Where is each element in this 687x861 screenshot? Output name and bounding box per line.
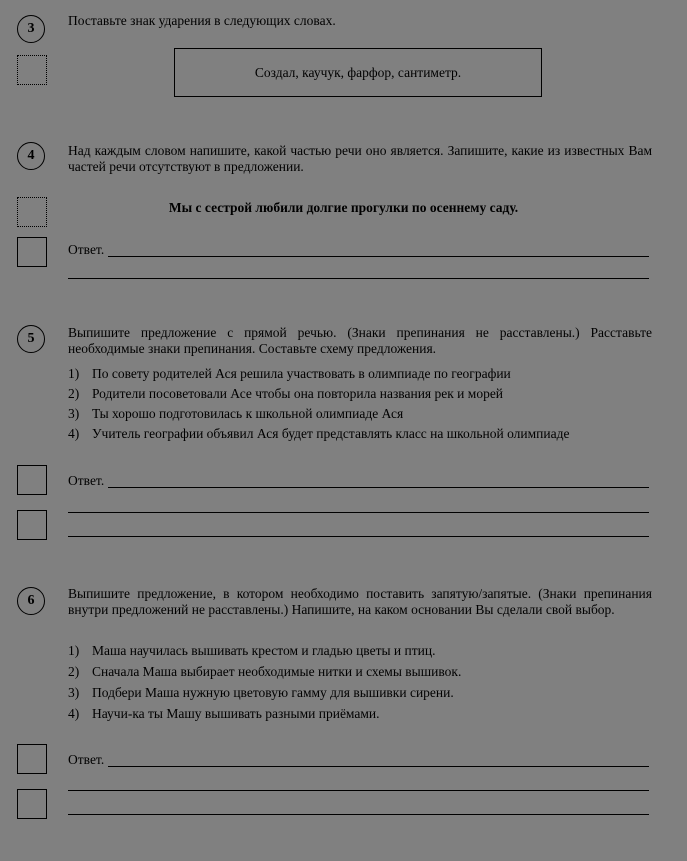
option-number: 3): [68, 406, 80, 421]
task-6-option-3: [68, 685, 461, 701]
task-5-answer-line-3[interactable]: [68, 536, 649, 537]
option-text: Учитель географии объявил Ася будет представлять класс на школьной олимпиаде: [92, 426, 570, 441]
task-6-answer-box-1[interactable]: [17, 744, 47, 774]
task-4-number: 4: [17, 142, 45, 170]
option-text: Родители посоветовали Асе чтобы она повторила названия рек и морей: [92, 386, 504, 401]
option-number: 1): [68, 366, 80, 381]
task-5-answer-box-2[interactable]: [17, 510, 47, 540]
task-5-option-1: [68, 366, 569, 382]
task-6-answer-line-1[interactable]: [108, 766, 649, 767]
task-6-option-1: [68, 643, 461, 659]
task-4-answer-line-1[interactable]: [108, 256, 649, 257]
task-6-answer-label: Ответ.: [68, 752, 105, 767]
option-text: Научи-ка ты Машу вышивать разными приёмами.: [92, 706, 380, 721]
option-number: 3): [68, 685, 80, 700]
task-5-option-2: [68, 386, 569, 402]
task-3-prompt: Поставьте знак ударения в следующих словах.: [68, 13, 336, 28]
option-number: 1): [68, 643, 80, 658]
task-4-sentence: Мы с сестрой любили долгие прогулки по осеннему саду.: [168, 200, 519, 215]
task-5-answer-label: Ответ.: [68, 473, 105, 488]
option-number: 4): [68, 426, 80, 441]
task-3-answer-box[interactable]: [17, 55, 47, 85]
task-6-prompt: Выпишите предложение, в котором необходимо поставить запятую/запятые. (Знаки препинания внутри предложений не расставлены.) Напишите, на каком основании Вы сделали свой выбор.: [68, 586, 652, 617]
task-5-number: 5: [17, 325, 45, 353]
option-text: Маша научилась вышивать крестом и гладью цветы и птиц.: [92, 643, 436, 658]
task-4-prompt: Над каждым словом напишите, какой частью речи оно является. Запишите, какие из известных Вам частей речи отсутствуют в предложении.: [68, 143, 652, 174]
option-text: Подбери Маша нужную цветовую гамму для вышивки сирени.: [92, 685, 454, 700]
option-number: 4): [68, 706, 80, 721]
task-5-answer-line-2[interactable]: [68, 512, 649, 513]
task-3-words: Создал, каучук, фарфор, сантиметр.: [254, 64, 462, 80]
task-5-answer-box-1[interactable]: [17, 465, 47, 495]
option-number: 2): [68, 664, 80, 679]
option-text: Сначала Маша выбирает необходимые нитки и схемы вышивок.: [92, 664, 462, 679]
task-6-answer-box-2[interactable]: [17, 789, 47, 819]
task-6-options: [68, 643, 461, 722]
task-3-words-frame: [174, 48, 542, 97]
task-3-number: 3: [17, 15, 45, 43]
task-5-option-4: [68, 426, 569, 442]
task-5-options: [68, 366, 569, 442]
task-6-option-4: [68, 706, 461, 722]
task-4-answer-label: Ответ.: [68, 242, 105, 257]
task-5-prompt: Выпишите предложение с прямой речью. (Знаки препинания не расставлены.) Расставьте необходимые знаки препинания. Составьте схему предложения.: [68, 325, 652, 356]
task-5-option-3: [68, 406, 569, 422]
task-6-answer-line-2[interactable]: [68, 790, 649, 791]
task-5-answer-line-1[interactable]: [108, 487, 649, 488]
option-text: Ты хорошо подготовилась к школьной олимпиаде Ася: [92, 406, 404, 421]
option-number: 2): [68, 386, 80, 401]
task-6-answer-line-3[interactable]: [68, 814, 649, 815]
task-4-answer-box-2[interactable]: [17, 237, 47, 267]
task-4-answer-line-2[interactable]: [68, 278, 649, 279]
option-text: По совету родителей Ася решила участвовать в олимпиаде по географии: [92, 366, 511, 381]
task-6-option-2: [68, 664, 461, 680]
task-6-number: 6: [17, 587, 45, 615]
